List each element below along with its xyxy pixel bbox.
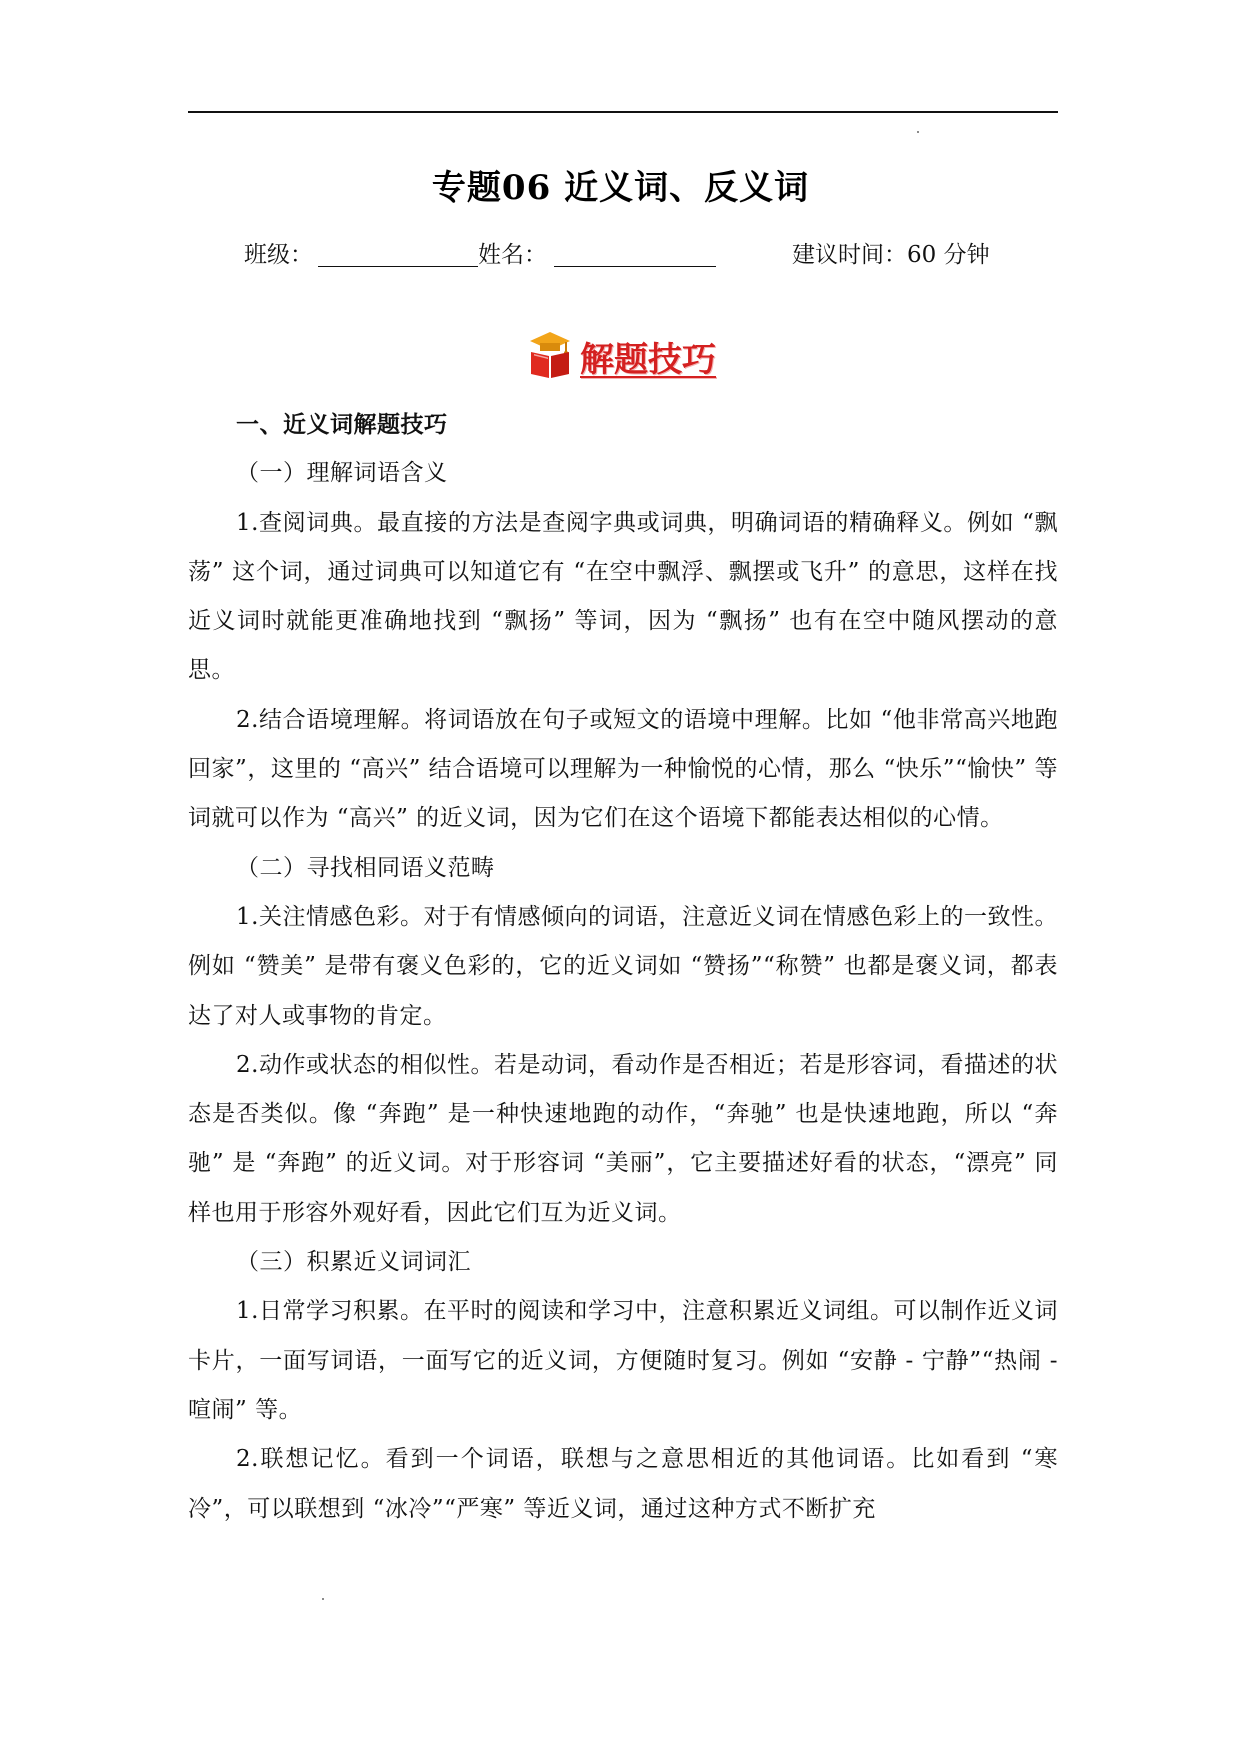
graduation-book-icon bbox=[528, 330, 572, 380]
paragraph: 2.联想记忆。看到一个词语，联想与之意思相近的其他词语。比如看到 “寒冷”，可以联想到 “冰冷”“严寒” 等近义词，通过这种方式不断扩充 bbox=[188, 1446, 1058, 1522]
section-heading: 一、近义词解题技巧 bbox=[236, 411, 448, 438]
name-label: 姓名： bbox=[478, 242, 547, 268]
scan-speck bbox=[322, 1598, 324, 1600]
document-body bbox=[188, 400, 1058, 1534]
class-blank[interactable] bbox=[318, 266, 478, 267]
header-rule bbox=[188, 111, 1058, 113]
subsection-heading: （二）寻找相同语义范畴 bbox=[236, 854, 495, 881]
suggested-time: 建议时间：60 分钟 bbox=[792, 242, 990, 268]
tips-title: 解题技巧 bbox=[580, 340, 716, 380]
subsection-heading: （三）积累近义词词汇 bbox=[236, 1249, 471, 1276]
page-title: 专题06 近义词、反义词 bbox=[431, 168, 810, 208]
class-label: 班级： bbox=[244, 242, 313, 268]
student-info-row bbox=[244, 236, 1064, 276]
paragraph: 2.结合语境理解。将词语放在句子或短文的语境中理解。比如 “他非常高兴地跑回家”，这里的 “高兴” 结合语境可以理解为一种愉悦的心情，那么 “快乐”“愉快” 等词就可以作为 “高兴” 的近义词，因为它们在这个语境下都能表达相似的心情。 bbox=[188, 706, 1058, 832]
subsection-heading: （一）理解词语含义 bbox=[236, 460, 448, 487]
paragraph: 1.日常学习积累。在平时的阅读和学习中，注意积累近义词组。可以制作近义词卡片，一面写词语，一面写它的近义词，方便随时复习。例如 “安静 - 宁静”“热闹 - 喧闹” 等。 bbox=[188, 1298, 1058, 1423]
paragraph: 2.动作或状态的相似性。若是动词，看动作是否相近；若是形容词，看描述的状态是否类似。像 “奔跑” 是一种快速地跑的动作，“奔驰” 也是快速地跑，所以 “奔驰” 是 “奔跑” 的近义词。对于形容词 “美丽”，它主要描述好看的状态，“漂亮” 同样也用于形容外观好看，因此它们互为近义词。 bbox=[188, 1051, 1058, 1226]
scan-speck bbox=[917, 131, 919, 133]
paragraph: 1.查阅词典。最直接的方法是查阅字典或词典，明确词语的精确释义。例如 “飘荡” 这个词，通过词典可以知道它有 “在空中飘浮、飘摆或飞升” 的意思，这样在找近义词时就能更准确地找到 “飘扬” 等词，因为 “飘扬” 也有在空中随风摆动的意思。 bbox=[188, 509, 1058, 684]
paragraph: 1.关注情感色彩。对于有情感倾向的词语，注意近义词在情感色彩上的一致性。例如 “赞美” 是带有褒义色彩的，它的近义词如 “赞扬”“称赞” 也都是褒义词，都表达了对人或事物的肯定。 bbox=[188, 903, 1058, 1029]
tips-banner bbox=[528, 328, 728, 386]
name-blank[interactable] bbox=[554, 266, 716, 267]
